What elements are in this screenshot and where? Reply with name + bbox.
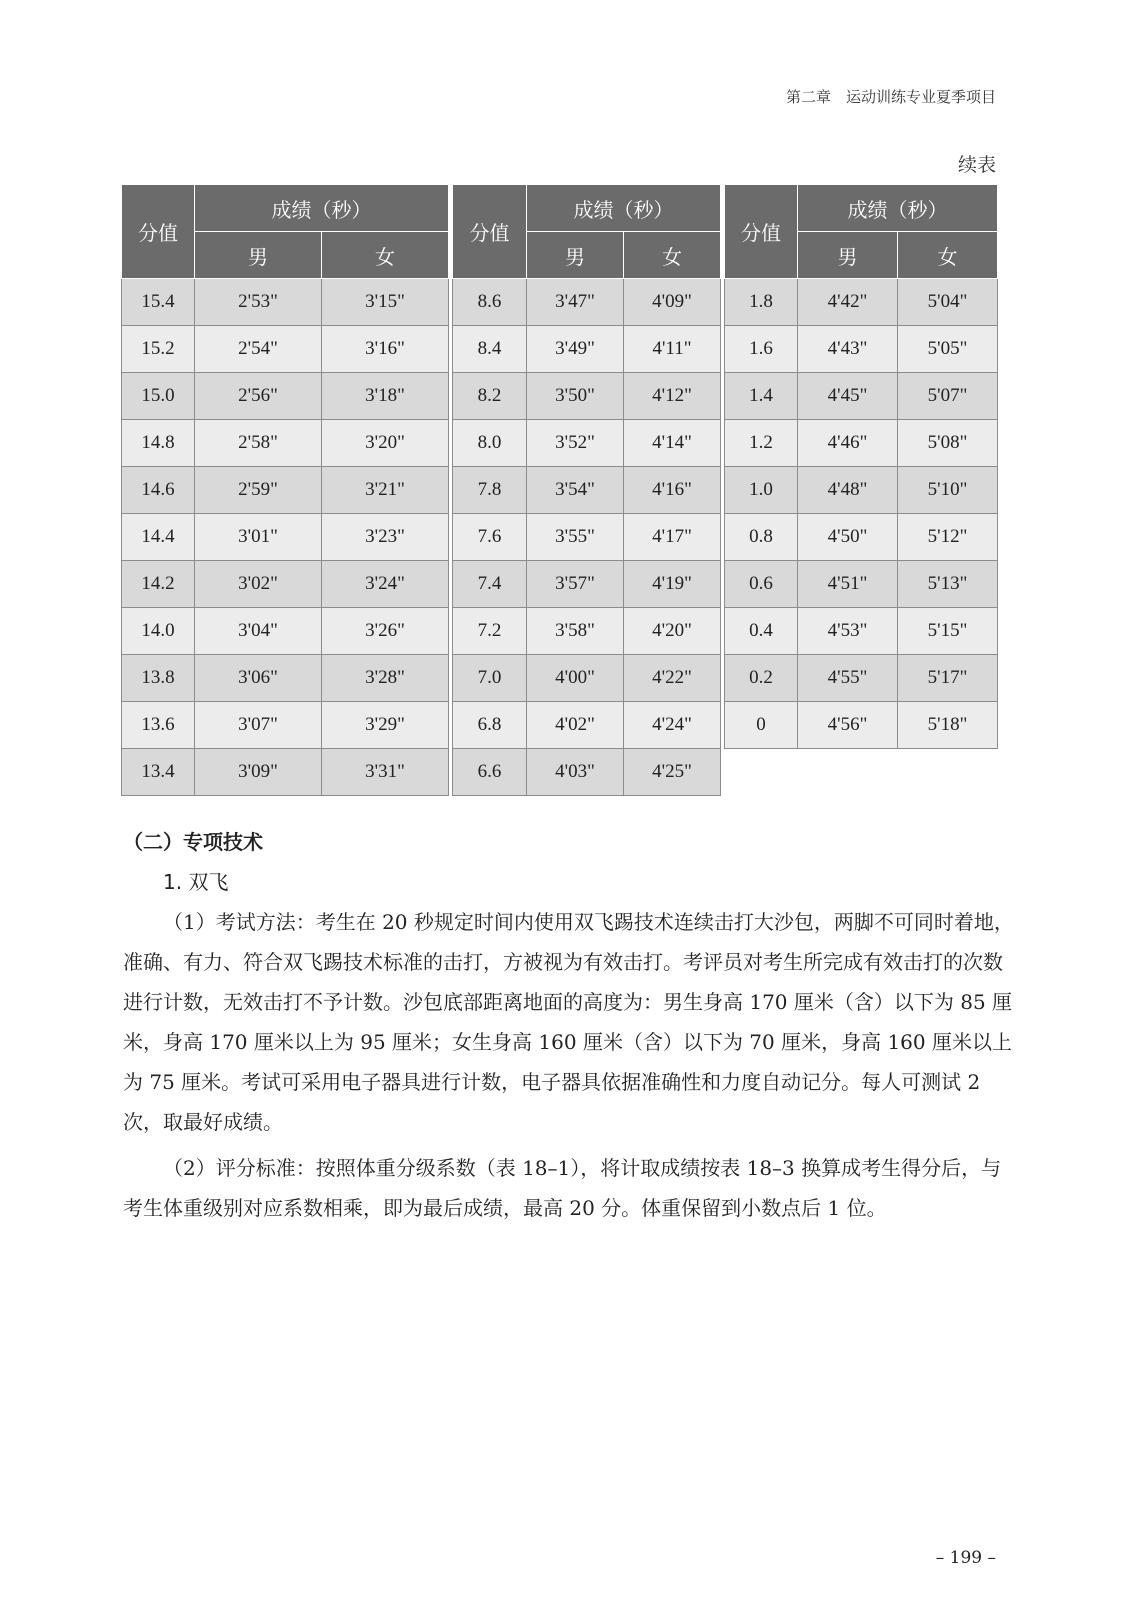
female-time-cell: 4'22" [624, 655, 721, 702]
score-cell: 8.0 [453, 420, 527, 467]
score-cell: 7.4 [453, 561, 527, 608]
male-time-cell: 4'50" [798, 514, 898, 561]
score-cell: 14.8 [122, 420, 195, 467]
male-time-cell: 4'03" [527, 749, 624, 796]
score-cell: 13.6 [122, 702, 195, 749]
female-time-cell: 3'24" [322, 561, 449, 608]
table-row [725, 655, 998, 702]
score-cell: 1.2 [725, 420, 798, 467]
female-time-cell: 4'12" [624, 373, 721, 420]
score-cell: 0.6 [725, 561, 798, 608]
female-header: 女 [624, 232, 721, 279]
score-header: 分值 [725, 185, 798, 279]
table-row [453, 655, 721, 702]
result-header: 成绩（秒） [798, 185, 998, 232]
female-time-cell: 5'18" [898, 702, 998, 749]
table-row [453, 702, 721, 749]
table-row [122, 326, 449, 373]
table-row [725, 420, 998, 467]
score-table-panel-2 [452, 184, 721, 796]
score-cell: 15.2 [122, 326, 195, 373]
male-time-cell: 2'54" [195, 326, 322, 373]
male-time-cell: 2'59" [195, 467, 322, 514]
score-table-panel-1 [121, 184, 449, 796]
score-cell: 1.0 [725, 467, 798, 514]
table-row [122, 467, 449, 514]
female-time-cell: 3'26" [322, 608, 449, 655]
score-cell: 6.8 [453, 702, 527, 749]
score-cell: 15.4 [122, 279, 195, 326]
female-time-cell: 3'20" [322, 420, 449, 467]
table-row [453, 749, 721, 796]
male-time-cell: 3'09" [195, 749, 322, 796]
male-time-cell: 3'49" [527, 326, 624, 373]
score-cell: 14.0 [122, 608, 195, 655]
table-row [453, 279, 721, 326]
female-time-cell: 4'19" [624, 561, 721, 608]
female-time-cell: 5'04" [898, 279, 998, 326]
male-time-cell: 2'53" [195, 279, 322, 326]
male-time-cell: 4'46" [798, 420, 898, 467]
male-time-cell: 4'51" [798, 561, 898, 608]
item-title: 1. 双飞 [163, 870, 229, 894]
female-time-cell: 4'25" [624, 749, 721, 796]
score-cell: 7.6 [453, 514, 527, 561]
male-time-cell: 2'58" [195, 420, 322, 467]
score-cell: 6.6 [453, 749, 527, 796]
table-row [725, 326, 998, 373]
female-time-cell: 5'17" [898, 655, 998, 702]
table-row [453, 514, 721, 561]
table-row [122, 749, 449, 796]
running-header: 第二章 运动训练专业夏季项目 [785, 88, 996, 106]
section-heading: （二）专项技术 [123, 830, 263, 854]
score-cell: 13.4 [122, 749, 195, 796]
table-row [122, 279, 449, 326]
table-row [122, 655, 449, 702]
male-header: 男 [798, 232, 898, 279]
score-cell: 13.8 [122, 655, 195, 702]
score-cell: 8.2 [453, 373, 527, 420]
female-time-cell: 4'09" [624, 279, 721, 326]
score-cell: 1.8 [725, 279, 798, 326]
male-header: 男 [527, 232, 624, 279]
male-time-cell: 4'45" [798, 373, 898, 420]
female-time-cell: 3'23" [322, 514, 449, 561]
score-cell: 14.4 [122, 514, 195, 561]
table-row [453, 467, 721, 514]
male-time-cell: 2'56" [195, 373, 322, 420]
male-time-cell: 4'02" [527, 702, 624, 749]
female-time-cell: 3'28" [322, 655, 449, 702]
table-row [122, 514, 449, 561]
female-header: 女 [898, 232, 998, 279]
table-row [453, 326, 721, 373]
male-time-cell: 3'02" [195, 561, 322, 608]
table-row [122, 702, 449, 749]
score-header: 分值 [453, 185, 527, 279]
female-time-cell: 3'21" [322, 467, 449, 514]
male-time-cell: 4'43" [798, 326, 898, 373]
paragraph-method: （1）考试方法：考生在 20 秒规定时间内使用双飞踢技术连续击打大沙包，两脚不可同时着地，准确、有力、符合双飞踢技术标准的击打，方被视为有效击打。考评员对考生所完成有效击打的次数进行计数，无效击打不予计数。沙包底部距离地面的高度为：男生身高 170 厘米（含）以下为 85 厘米，身高 170 厘米以上为 95 厘米；女生身高 160 厘米（含）以下为 70 厘米，身高 160 厘米以上为 75 厘米。考试可采用电子器具进行计数，电子器具依据准确性和力度自动记分。每人可测试 2 次，取最好成绩。 [123, 910, 1014, 1134]
male-time-cell: 4'00" [527, 655, 624, 702]
result-header: 成绩（秒） [195, 185, 449, 232]
table-row [453, 420, 721, 467]
score-cell: 7.0 [453, 655, 527, 702]
female-time-cell: 3'29" [322, 702, 449, 749]
male-time-cell: 3'47" [527, 279, 624, 326]
table-row [725, 279, 998, 326]
table-row [453, 608, 721, 655]
male-time-cell: 3'07" [195, 702, 322, 749]
table-row [725, 608, 998, 655]
score-cell: 7.8 [453, 467, 527, 514]
page-number: – 199 – [935, 1548, 996, 1568]
male-time-cell: 4'42" [798, 279, 898, 326]
female-time-cell: 5'08" [898, 420, 998, 467]
male-time-cell: 3'50" [527, 373, 624, 420]
table-row [725, 373, 998, 420]
male-time-cell: 4'56" [798, 702, 898, 749]
female-time-cell: 4'14" [624, 420, 721, 467]
female-time-cell: 3'16" [322, 326, 449, 373]
male-time-cell: 3'52" [527, 420, 624, 467]
male-time-cell: 3'57" [527, 561, 624, 608]
female-time-cell: 5'13" [898, 561, 998, 608]
male-header: 男 [195, 232, 322, 279]
score-cell: 1.6 [725, 326, 798, 373]
score-cell: 8.4 [453, 326, 527, 373]
female-time-cell: 3'31" [322, 749, 449, 796]
female-time-cell: 5'12" [898, 514, 998, 561]
male-time-cell: 3'01" [195, 514, 322, 561]
score-header: 分值 [122, 185, 195, 279]
female-time-cell: 5'15" [898, 608, 998, 655]
table-row [122, 561, 449, 608]
score-cell: 0.4 [725, 608, 798, 655]
paragraph-scoring: （2）评分标准：按照体重分级系数（表 18–1），将计取成绩按表 18–3 换算成考生得分后，与考生体重级别对应系数相乘，即为最后成绩，最高 20 分。体重保留到小数点后 1 位。 [123, 1156, 1002, 1220]
score-cell: 1.4 [725, 373, 798, 420]
score-cell: 14.6 [122, 467, 195, 514]
score-table-panel-3 [724, 184, 998, 749]
male-time-cell: 4'55" [798, 655, 898, 702]
table-row [122, 420, 449, 467]
male-time-cell: 4'53" [798, 608, 898, 655]
table-row [725, 514, 998, 561]
female-time-cell: 4'16" [624, 467, 721, 514]
table-row [453, 373, 721, 420]
table-row [725, 467, 998, 514]
female-time-cell: 3'18" [322, 373, 449, 420]
female-time-cell: 5'05" [898, 326, 998, 373]
table-row [725, 561, 998, 608]
male-time-cell: 3'06" [195, 655, 322, 702]
male-time-cell: 4'48" [798, 467, 898, 514]
female-time-cell: 4'11" [624, 326, 721, 373]
male-time-cell: 3'54" [527, 467, 624, 514]
table-row [122, 373, 449, 420]
male-time-cell: 3'58" [527, 608, 624, 655]
score-cell: 8.6 [453, 279, 527, 326]
score-cell: 0.8 [725, 514, 798, 561]
score-cell: 0 [725, 702, 798, 749]
result-header: 成绩（秒） [527, 185, 721, 232]
male-time-cell: 3'55" [527, 514, 624, 561]
continued-label: 续表 [957, 154, 996, 176]
table-row [453, 561, 721, 608]
female-time-cell: 5'07" [898, 373, 998, 420]
table-row [122, 608, 449, 655]
female-time-cell: 4'24" [624, 702, 721, 749]
male-time-cell: 3'04" [195, 608, 322, 655]
score-cell: 15.0 [122, 373, 195, 420]
female-time-cell: 3'15" [322, 279, 449, 326]
female-time-cell: 5'10" [898, 467, 998, 514]
female-header: 女 [322, 232, 449, 279]
female-time-cell: 4'20" [624, 608, 721, 655]
female-time-cell: 4'17" [624, 514, 721, 561]
score-cell: 7.2 [453, 608, 527, 655]
table-row [725, 702, 998, 749]
score-cell: 0.2 [725, 655, 798, 702]
score-cell: 14.2 [122, 561, 195, 608]
